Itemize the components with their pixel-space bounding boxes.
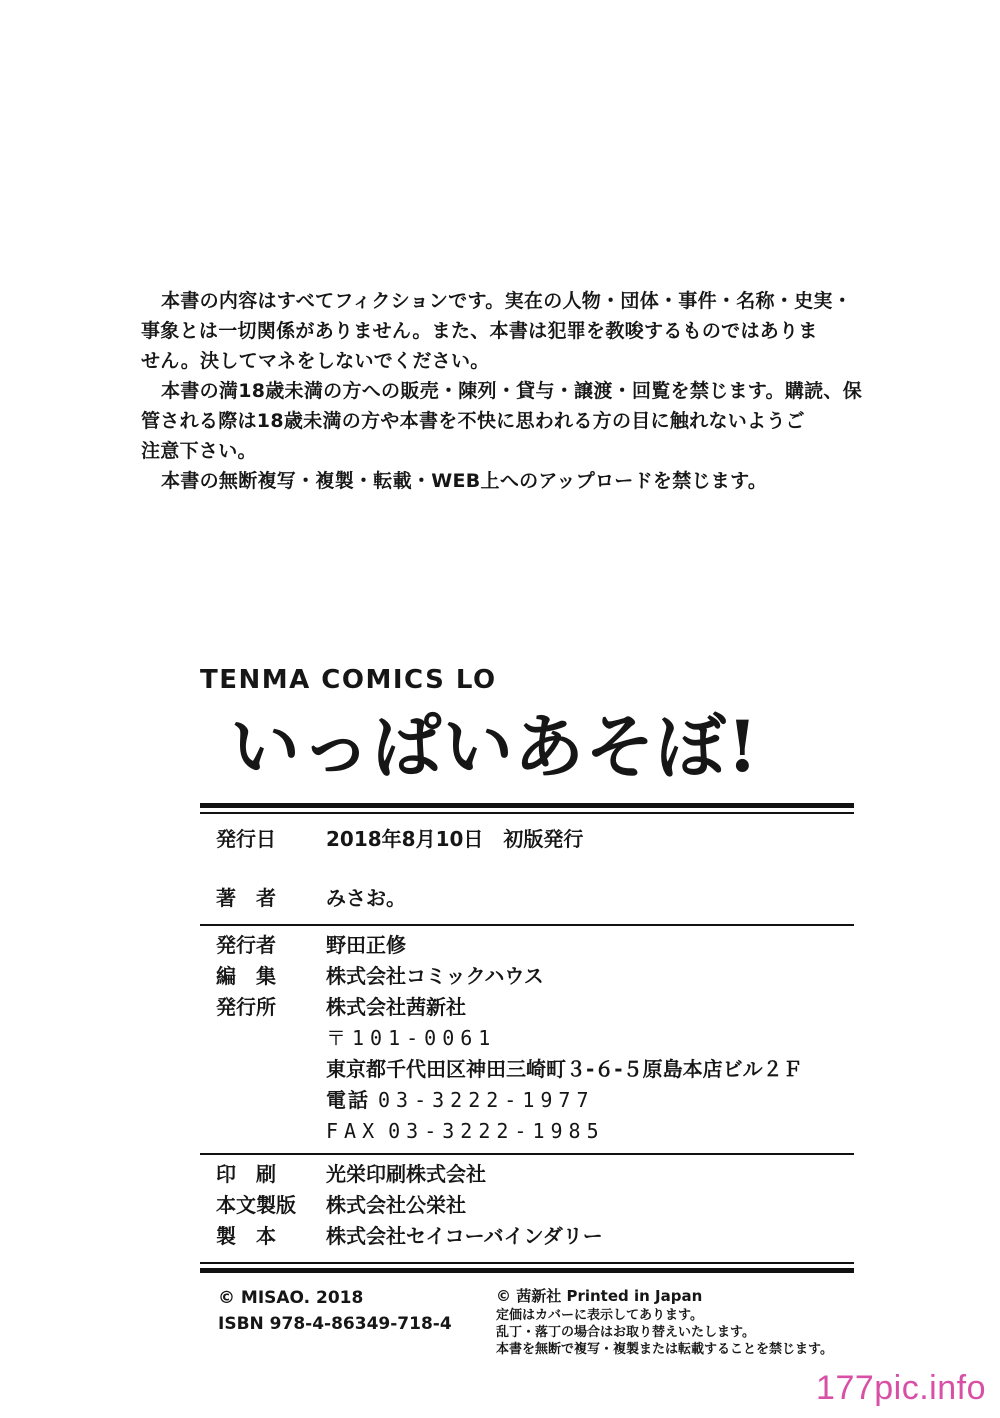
- notice-line: 本書の内容はすべてフィクションです。実在の人物・団体・事件・名称・史実・: [161, 290, 853, 312]
- date-section: [200, 814, 854, 869]
- address: 東京都千代田区神田三崎町３-６-５原島本店ビル２Ｆ: [326, 1057, 803, 1081]
- footer-note: 定価はカバーに表示してあります。: [496, 1308, 703, 1323]
- publisher-mark: © 茜新社 Printed in Japan: [496, 1287, 703, 1305]
- date-label: 発行日: [216, 827, 276, 851]
- notice-line: 本書の満18歳未満の方への販売・陳列・貸与・譲渡・回覧を禁じます。購読、保: [161, 380, 863, 402]
- tel-value: 03-3222-1977: [378, 1088, 595, 1112]
- editor-label: 編 集: [216, 964, 276, 988]
- row-print: [200, 1159, 854, 1190]
- row-publisher: [200, 992, 854, 1023]
- row-binding: [200, 1221, 854, 1252]
- fax-value: 03-3222-1985: [388, 1119, 605, 1143]
- notice-line: せん。決してマネをしないでください。: [141, 350, 490, 372]
- postal-code: 〒101-0061: [326, 1026, 497, 1050]
- row-plate: [200, 1190, 854, 1221]
- divider: [200, 1262, 854, 1264]
- row-date: [200, 824, 854, 855]
- series-name: TENMA COMICS LO: [200, 665, 497, 695]
- notice-line: 管される際は18歳未満の方や本書を不快に思われる方の目に触れないようご: [141, 410, 805, 432]
- row-publisher-person: [200, 930, 854, 961]
- publisher-value: 株式会社茜新社: [326, 995, 466, 1019]
- copyright: © MISAO. 2018: [218, 1288, 364, 1308]
- author-value: みさお。: [326, 886, 406, 910]
- publisher-person-label: 発行者: [216, 933, 276, 957]
- footer-note: 乱丁・落丁の場合はお取り替えいたします。: [496, 1325, 755, 1340]
- tel-label: 電話: [326, 1088, 370, 1112]
- plate-label: 本文製版: [216, 1193, 296, 1217]
- row-editor: [200, 961, 854, 992]
- binding-label: 製 本: [216, 1224, 276, 1248]
- publisher-section: [200, 926, 854, 1153]
- footer-left: [200, 1285, 496, 1358]
- divider: [200, 803, 854, 808]
- binding-value: 株式会社セイコーバインダリー: [326, 1224, 603, 1248]
- plate-value: 株式会社公栄社: [326, 1193, 466, 1217]
- notice-line: 注意下さい。: [141, 440, 257, 462]
- footer-right: [496, 1285, 854, 1358]
- book-title: いっぱいあそぼ!: [230, 705, 759, 788]
- footer-note: 本書を無断で複写・複製または転載することを禁じます。: [496, 1342, 833, 1357]
- divider: [200, 1268, 854, 1273]
- fax-label: FAX: [326, 1119, 381, 1143]
- date-value: 2018年8月10日 初版発行: [326, 827, 584, 851]
- print-label: 印 刷: [216, 1162, 276, 1186]
- colophon: [200, 660, 854, 1358]
- publisher-person-value: 野田正修: [326, 933, 406, 957]
- notice-line: 本書の無断複写・複製・転載・WEB上へのアップロードを禁じます。: [161, 470, 768, 492]
- printing-section: [200, 1155, 854, 1258]
- notice-line: 事象とは一切関係がありません。また、本書は犯罪を教唆するものではありま: [141, 320, 818, 342]
- row-author: [200, 883, 854, 914]
- row-tel: [200, 1085, 854, 1116]
- author-label: 著 者: [216, 886, 276, 910]
- author-section: [200, 869, 854, 924]
- editor-value: 株式会社コミックハウス: [326, 964, 544, 988]
- row-fax: [200, 1116, 854, 1147]
- footer: [200, 1285, 854, 1358]
- publisher-label: 発行所: [216, 995, 276, 1019]
- isbn: ISBN 978-4-86349-718-4: [218, 1314, 452, 1334]
- notice-block: [141, 286, 871, 496]
- watermark: 177pic.info: [816, 1369, 986, 1407]
- print-value: 光栄印刷株式会社: [326, 1162, 486, 1186]
- row-address: [200, 1054, 854, 1085]
- row-postal: [200, 1023, 854, 1054]
